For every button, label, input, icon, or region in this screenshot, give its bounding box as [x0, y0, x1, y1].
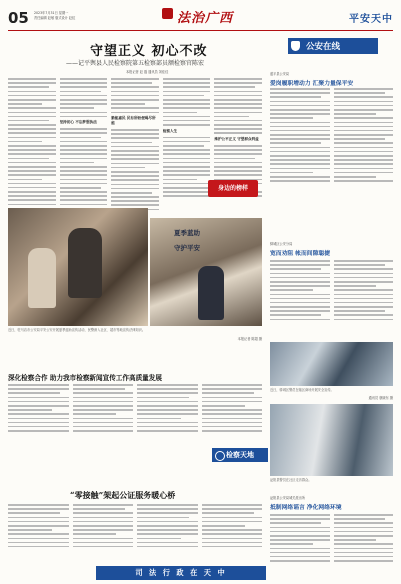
shield-icon: [291, 41, 300, 51]
lead-photo-side: [150, 218, 262, 326]
judicial-banner-text: 司 法 行 政 在 天 中: [135, 568, 227, 577]
right-photo-1-caption: 近日，驿城区警员在辖区商场开展安全宣传。: [270, 388, 334, 392]
exemplar-banner-text: 身边的榜样: [217, 185, 248, 192]
right-article-2-title: 宽而劝阻 帐而间隙聪捷: [270, 251, 330, 257]
lower-article-1-body: [8, 384, 262, 444]
right-article-3-title: 抵制网络谣言 净化网络环境: [270, 505, 342, 511]
photo-caption-text: 近日，驻马店市公安局平安公安开展夏季蓝助宣传活动，民警深入社区、超市等地宣传法律知识。: [8, 328, 146, 332]
right-article-1-kicker: 遂平县公安局: [270, 72, 290, 76]
right-article-2-kicker: 驿城区公安分局: [270, 242, 293, 246]
right-article-1-body: [270, 88, 393, 208]
editor-text: 责任编辑 赵敏 版式设计 赵虹: [34, 15, 76, 20]
photo-overlay-text-1: 夏季蓝助: [174, 229, 200, 237]
lead-byline: 本报记者 赵 磊 通讯员 刘佳佳: [126, 70, 169, 74]
procuratorate-banner-text: 检察天地: [226, 451, 254, 459]
page-number: 05: [8, 9, 29, 27]
lower-article-2-body: [8, 504, 262, 560]
right-photo-1-credit: 通讯员 康晓东 摄: [368, 396, 393, 400]
photo-figure-2: [28, 248, 56, 308]
right-article-3-body: [270, 514, 393, 576]
photo-figure: [68, 228, 102, 298]
lower-article-1-title: 深化检察合作 助力我市检察新闻宣传工作高质量发展: [8, 374, 162, 382]
photo-overlay-text-2: 守护平安: [174, 244, 200, 252]
middle-heading-2: 勤能惠民 民有所盼便竭尽所能: [111, 116, 156, 126]
right-photo-2: [270, 404, 393, 476]
public-safety-banner: [288, 38, 378, 54]
right-column: [270, 38, 393, 578]
date-text: 2023年7月31日 星期一: [34, 11, 69, 15]
procuratorate-banner: [212, 448, 268, 462]
scale-icon: [215, 451, 225, 461]
lead-title: 守望正义 初心不改: [90, 44, 208, 59]
middle-heading-4: 维护公平正义 守望群众利益: [214, 137, 259, 142]
right-article-3-kicker: 泌阳县公安局城关派出所: [270, 496, 306, 500]
photo-side-figure: [198, 266, 224, 320]
section-title: 平安天中: [349, 14, 393, 25]
right-photo-1: [270, 342, 393, 386]
header-divider: [8, 30, 393, 31]
masthead: 法治广西: [177, 11, 234, 26]
date-line: [34, 11, 75, 20]
lower-article-2-title: “零接触”架起公证服务暖心桥: [70, 490, 176, 500]
lead-subtitle: ——记平舆县人民检察院第五检察部员额检察官陈宏: [66, 60, 205, 67]
public-safety-text: 公安在线: [306, 42, 341, 52]
judicial-banner: [96, 566, 266, 580]
right-article-2-body: [270, 260, 393, 340]
right-photo-2-caption: 泌阳县警员在社区走访群众。: [270, 478, 312, 482]
right-article-1-title: 爱岗履职增动力 汇聚力量保平安: [270, 81, 354, 87]
middle-heading-1: 坚持初心 不忘梦想执法: [59, 120, 97, 125]
photo-overlay-box: [174, 228, 232, 258]
lead-photo-main: [8, 208, 148, 326]
exemplar-banner: [208, 180, 258, 197]
middle-heading-3: 检察人生: [162, 128, 178, 133]
photo-credit: 本报记者 陈超 摄: [237, 337, 262, 341]
page-header: [8, 8, 393, 32]
masthead-logo-mark: [162, 8, 173, 19]
